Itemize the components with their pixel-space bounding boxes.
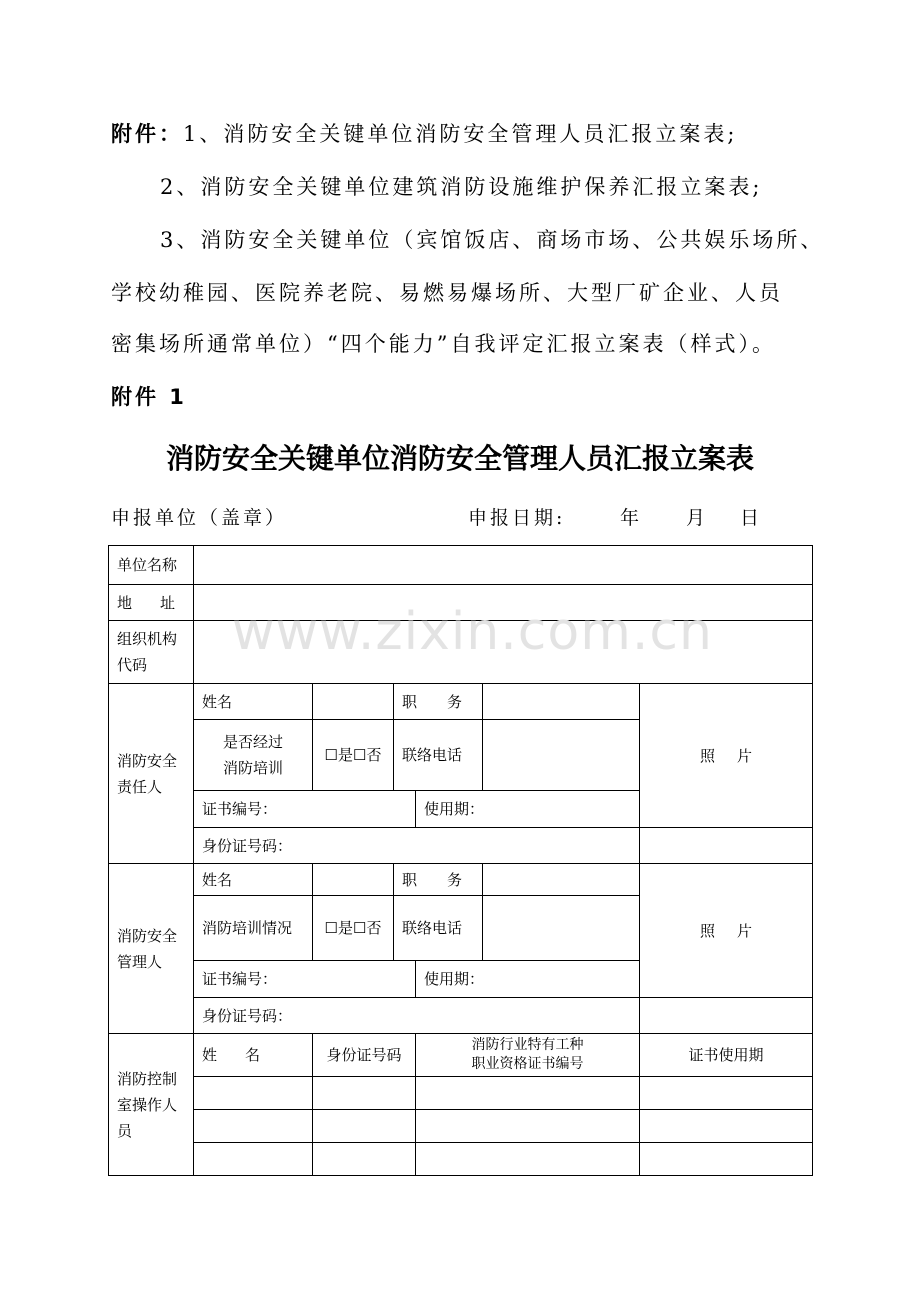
- operator-certificate-cell[interactable]: [416, 1143, 640, 1176]
- id-number-label: 身份证号码：: [194, 998, 640, 1034]
- position-label: 职 务: [394, 864, 483, 896]
- attachment-item-1: 1、消防安全关键单位消防安全管理人员汇报立案表;: [183, 122, 738, 146]
- name-label: 姓名: [194, 684, 313, 720]
- name-label: 姓名: [194, 864, 313, 896]
- unit-name-label: 单位名称: [109, 546, 194, 585]
- phone-field[interactable]: [483, 896, 640, 961]
- control-room-operators-label: 消防控制 室操作人 员: [109, 1034, 194, 1176]
- month-label: 月: [686, 507, 709, 529]
- trained-checkbox[interactable]: ☐是☐否: [313, 720, 394, 791]
- name-field[interactable]: [313, 864, 394, 896]
- column-id-header: 身份证号码: [313, 1034, 416, 1077]
- table-row: [109, 1077, 813, 1110]
- column-certificate-header: 消防行业特有工种 职业资格证书编号: [416, 1034, 640, 1077]
- phone-field[interactable]: [483, 720, 640, 791]
- phone-label: 联络电话: [394, 720, 483, 791]
- attachment-label: 附件：: [111, 122, 183, 146]
- attachment-item-3-line-2: 学校幼稚园、医院养老院、易燃易爆场所、大型厂矿企业、人员: [111, 281, 783, 305]
- operator-id-cell[interactable]: [313, 1077, 416, 1110]
- validity-period-label: 使用期：: [416, 791, 640, 828]
- form-title: 消防安全关键单位消防安全管理人员汇报立案表: [165, 442, 754, 475]
- attachment-item-2: 2、消防安全关键单位建筑消防设施维护保养汇报立案表;: [160, 175, 763, 199]
- column-name-header: 姓 名: [194, 1034, 313, 1077]
- blank-cell: [640, 998, 813, 1034]
- operator-name-cell[interactable]: [194, 1143, 313, 1176]
- phone-label: 联络电话: [394, 896, 483, 961]
- attachment-item-3-line-3: 密集场所通常单位）“四个能力”自我评定汇报立案表（样式）。: [111, 332, 776, 356]
- position-label: 职 务: [394, 684, 483, 720]
- attachment-list-line-1: [111, 118, 737, 148]
- reporting-date-label: 申报日期:: [468, 507, 566, 529]
- operator-period-cell[interactable]: [640, 1143, 813, 1176]
- operator-id-cell[interactable]: [313, 1143, 416, 1176]
- reporting-unit-label: 申报单位（盖章）: [111, 507, 288, 529]
- name-field[interactable]: [313, 684, 394, 720]
- unit-name-row: [109, 546, 813, 585]
- operator-name-cell[interactable]: [194, 1110, 313, 1143]
- day-label: 日: [740, 507, 763, 529]
- trained-checkbox[interactable]: ☐是☐否: [313, 896, 394, 961]
- address-label: 地 址: [109, 585, 194, 621]
- trained-label: 是否经过 消防培训: [194, 720, 313, 791]
- year-label: 年: [620, 507, 643, 529]
- unit-name-field[interactable]: [194, 546, 813, 585]
- operator-id-cell[interactable]: [313, 1110, 416, 1143]
- operator-period-cell[interactable]: [640, 1077, 813, 1110]
- column-certificate-period-header: 证书使用期: [640, 1034, 813, 1077]
- attachment-item-3-line-1: 3、消防安全关键单位（宾馆饭店、商场市场、公共娱乐场所、: [160, 228, 825, 252]
- photo-box[interactable]: 照 片: [640, 864, 813, 998]
- org-code-label: 组织机构 代码: [109, 621, 194, 684]
- blank-cell: [640, 828, 813, 864]
- fire-safety-responsible-label: 消防安全 责任人: [109, 684, 194, 864]
- position-field[interactable]: [483, 684, 640, 720]
- id-number-label: 身份证号码：: [194, 828, 640, 864]
- certificate-number-label: 证书编号：: [194, 791, 416, 828]
- operator-period-cell[interactable]: [640, 1110, 813, 1143]
- table-row: [109, 1143, 813, 1176]
- training-status-label: 消防培训情况: [194, 896, 313, 961]
- photo-box[interactable]: 照 片: [640, 684, 813, 828]
- operator-name-cell[interactable]: [194, 1077, 313, 1110]
- attachment-1-label: 附件 1: [111, 385, 187, 409]
- operator-certificate-cell[interactable]: [416, 1110, 640, 1143]
- certificate-number-label: 证书编号：: [194, 961, 416, 998]
- validity-period-label: 使用期：: [416, 961, 640, 998]
- position-field[interactable]: [483, 864, 640, 896]
- operator-certificate-cell[interactable]: [416, 1077, 640, 1110]
- watermark: www.zixin.com.cn: [232, 602, 713, 662]
- fire-safety-manager-label: 消防安全 管理人: [109, 864, 194, 1034]
- table-row: [109, 1110, 813, 1143]
